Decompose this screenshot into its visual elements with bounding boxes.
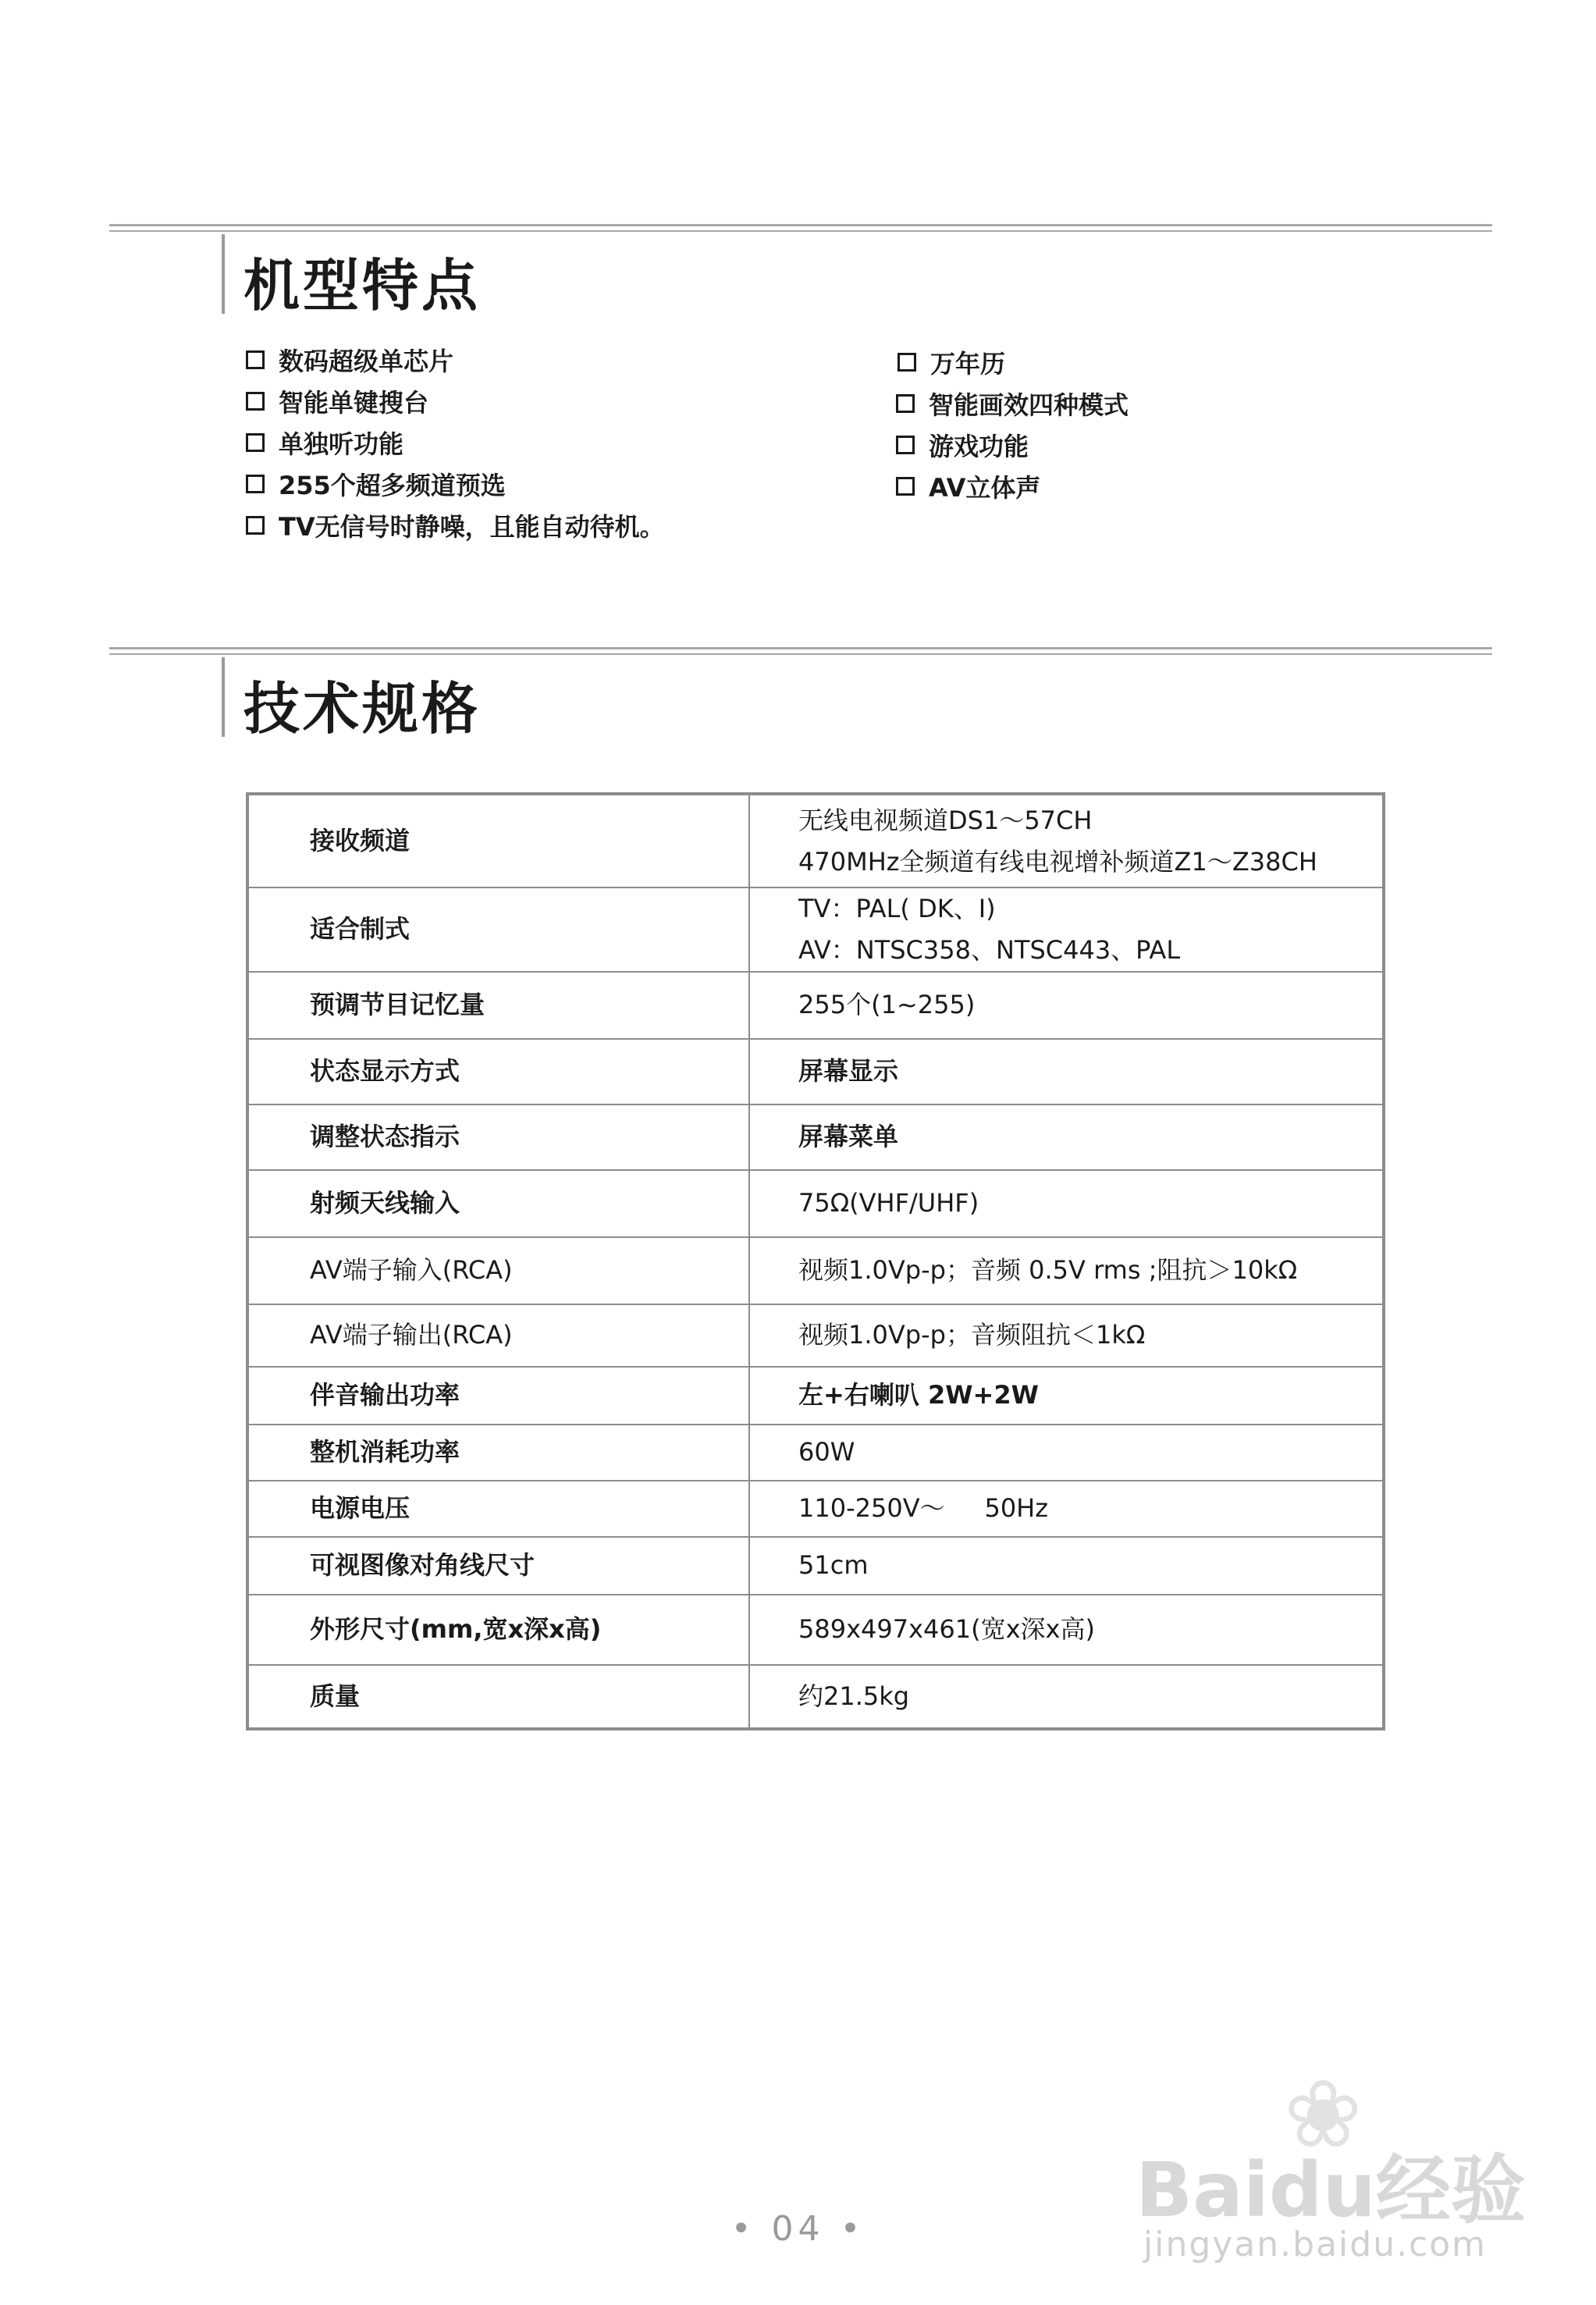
- feature-label: 万年历: [930, 349, 1006, 379]
- feature-item: [896, 386, 1129, 422]
- checkbox-icon: [246, 475, 265, 493]
- spec-key: 适合制式: [247, 887, 749, 972]
- spec-value: [749, 794, 1384, 887]
- spec-value: 75Ω(VHF/UHF): [749, 1170, 1384, 1237]
- spec-value-line: 470MHz全频道有线电视增补频道Z1～Z38CH: [798, 846, 1317, 877]
- spec-value-line: AV：NTSC358、NTSC443、PAL: [798, 934, 1181, 965]
- spec-key: 调整状态指示: [247, 1104, 749, 1170]
- table-row: [247, 887, 1384, 972]
- table-row: [247, 1304, 1384, 1367]
- checkbox-icon: [246, 516, 265, 535]
- checkbox-icon: [896, 436, 915, 454]
- checkbox-icon: [246, 433, 265, 452]
- page-number: • 04 •: [730, 2209, 866, 2249]
- table-row: [247, 1170, 1384, 1237]
- table-row: [247, 1481, 1384, 1537]
- table-row: [247, 1425, 1384, 1481]
- checkbox-icon: [246, 350, 265, 369]
- checkbox-icon: [896, 477, 915, 496]
- spec-key: 状态显示方式: [247, 1039, 749, 1104]
- table-row: [247, 1237, 1384, 1304]
- feature-label: 单独听功能: [279, 429, 404, 459]
- spec-value: 60W: [749, 1425, 1384, 1481]
- spec-key: AV端子输出(RCA): [247, 1304, 749, 1367]
- spec-value-line: TV：PAL( DK、I): [798, 894, 996, 923]
- spec-key: 质量: [247, 1665, 749, 1729]
- feature-item: [246, 425, 403, 461]
- spec-key: 伴音输出功率: [247, 1367, 749, 1425]
- feature-label: 智能画效四种模式: [929, 390, 1129, 420]
- spec-value: 255个(1~255): [749, 972, 1384, 1039]
- spec-value: 屏幕显示: [749, 1039, 1384, 1104]
- watermark-site: jingyan.baidu.com: [1143, 2225, 1488, 2264]
- table-row: [247, 1039, 1384, 1104]
- watermark-brand: Baidu经验: [1136, 2147, 1526, 2234]
- spec-key: 外形尺寸(mm,宽x深x高): [247, 1595, 749, 1665]
- table-row: [247, 1104, 1384, 1170]
- checkbox-icon: [898, 353, 916, 372]
- spec-key: 射频天线输入: [247, 1170, 749, 1237]
- section-accent-bar-1: [222, 234, 225, 314]
- spec-value-line: 无线电视频道DS1～57CH: [798, 805, 1093, 835]
- spec-key: 电源电压: [247, 1481, 749, 1537]
- feature-item: [246, 507, 665, 543]
- table-row: [247, 1665, 1384, 1729]
- spec-value: 约21.5kg: [749, 1665, 1384, 1729]
- paw-icon: ❀: [1284, 2061, 1363, 2169]
- spec-value: [749, 887, 1384, 972]
- table-row: [247, 1595, 1384, 1665]
- section-divider-1: [109, 224, 1492, 232]
- table-row: [247, 972, 1384, 1039]
- spec-key: 预调节目记忆量: [247, 972, 749, 1039]
- feature-item: [896, 427, 1029, 463]
- spec-key: 整机消耗功率: [247, 1425, 749, 1481]
- spec-key: 可视图像对角线尺寸: [247, 1537, 749, 1595]
- feature-item: [898, 344, 1005, 380]
- checkbox-icon: [896, 394, 915, 413]
- spec-table: [246, 792, 1385, 1731]
- spec-value: 51cm: [749, 1537, 1384, 1595]
- feature-label: AV立体声: [929, 473, 1041, 503]
- table-row: [247, 1367, 1384, 1425]
- section-title-features: 机型特点: [243, 253, 482, 318]
- feature-item: [246, 342, 453, 378]
- spec-key: 接收频道: [247, 794, 749, 887]
- section-title-specs: 技术规格: [243, 676, 482, 742]
- feature-item: [246, 383, 428, 419]
- spec-value: 视频1.0Vp-p；音频阻抗＜1kΩ: [749, 1304, 1384, 1367]
- table-row: [247, 1537, 1384, 1595]
- feature-item: [246, 466, 506, 502]
- feature-item: [896, 468, 1040, 504]
- spec-value: 屏幕菜单: [749, 1104, 1384, 1170]
- spec-value: 110-250V～ 50Hz: [749, 1481, 1384, 1537]
- spec-key: AV端子输入(RCA): [247, 1237, 749, 1304]
- feature-label: 255个超多频道预选: [279, 471, 506, 500]
- spec-value: 左+右喇叭 2W+2W: [749, 1367, 1384, 1425]
- section-accent-bar-2: [222, 657, 225, 737]
- feature-label: TV无信号时静噪，且能自动待机。: [279, 512, 665, 542]
- feature-label: 游戏功能: [929, 432, 1029, 461]
- feature-label: 数码超级单芯片: [279, 347, 454, 376]
- feature-label: 智能单键搜台: [279, 388, 429, 418]
- spec-value: 视频1.0Vp-p；音频 0.5V rms ;阻抗＞10kΩ: [749, 1237, 1384, 1304]
- table-row: [247, 794, 1384, 887]
- section-divider-2: [109, 647, 1492, 655]
- checkbox-icon: [246, 392, 265, 411]
- spec-value: 589x497x461(宽x深x高): [749, 1595, 1384, 1665]
